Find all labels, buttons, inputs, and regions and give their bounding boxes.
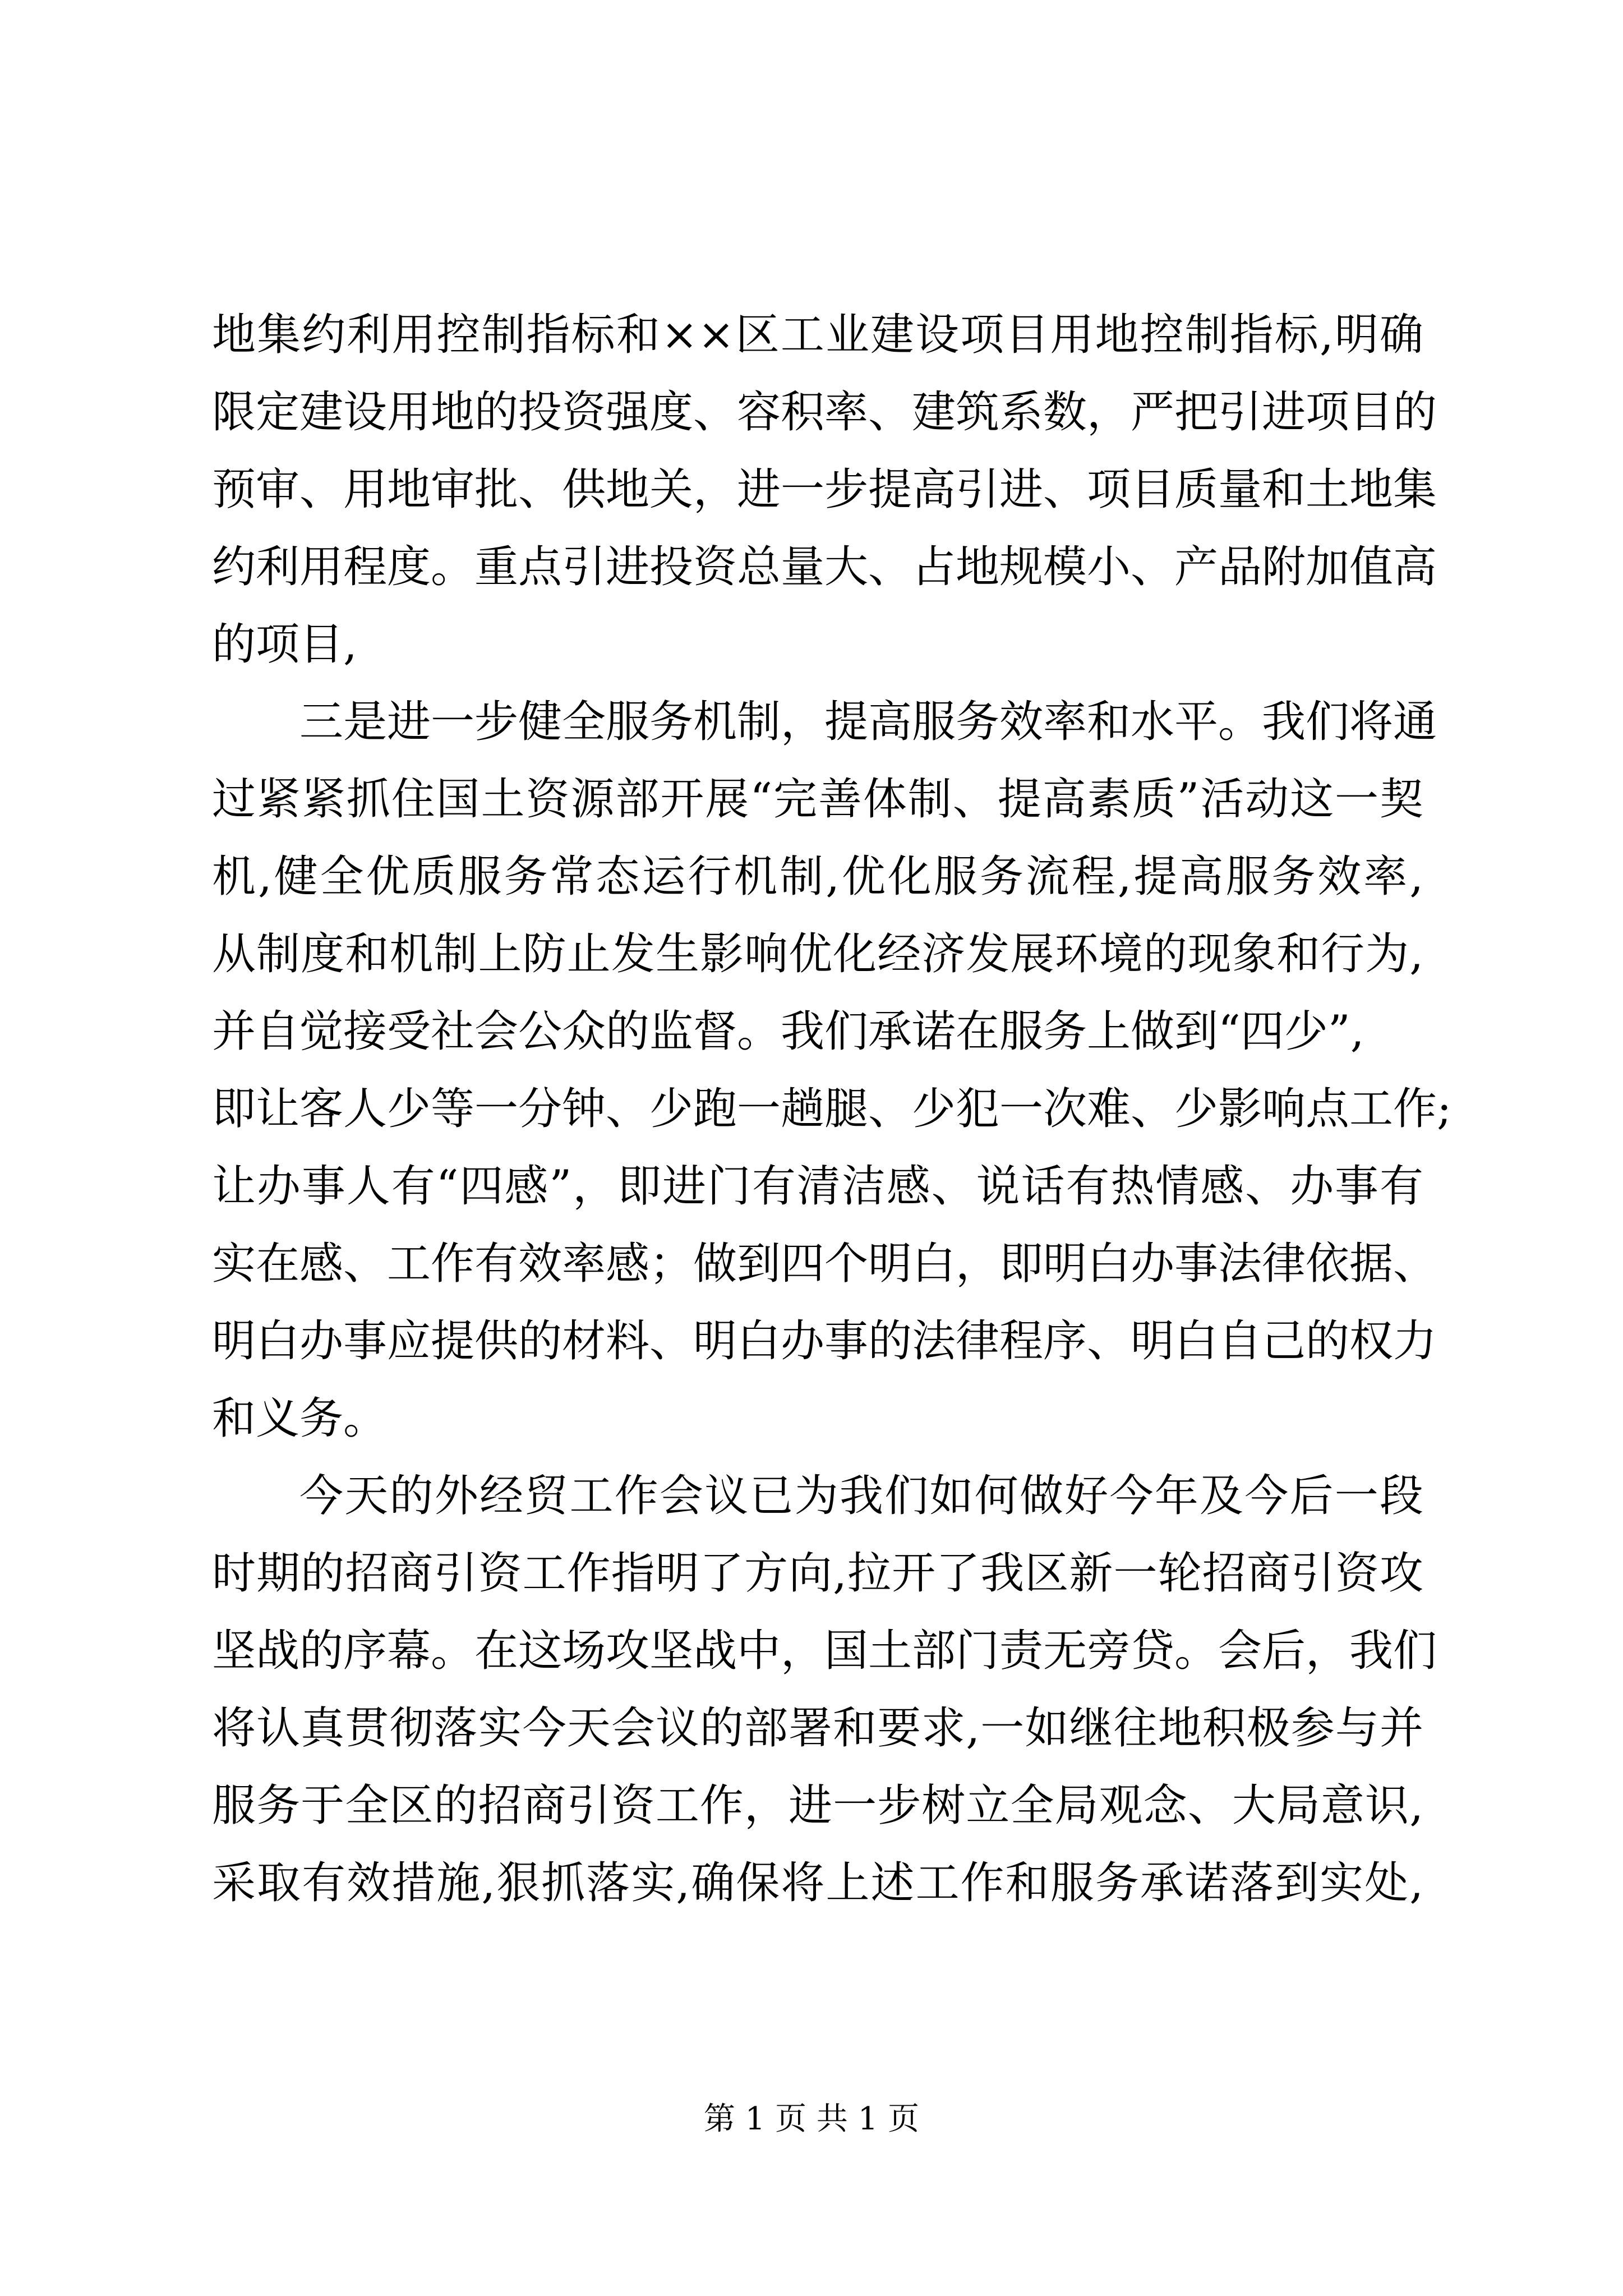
text-line: 服务于全区的招商引资工作，进一步树立全局观念、大局意识, bbox=[212, 1780, 1423, 1831]
text-line: 时期的招商引资工作指明了方向,拉开了我区新一轮招商引资攻 bbox=[212, 1548, 1423, 1599]
paragraph-2 bbox=[212, 683, 1452, 1457]
text-line: 实在感、工作有效率感；做到四个明白，即明白办事法律依据、 bbox=[212, 1239, 1437, 1289]
paragraph-3 bbox=[212, 1457, 1437, 1922]
text-line: 三是进一步健全服务机制，提高服务效率和水平。我们将通 bbox=[299, 697, 1437, 747]
text-line: 地集约利用控制指标和××区工业建设项目用地控制指标,明确 bbox=[212, 310, 1423, 360]
page-number-label: 第 1 页 共 1 页 bbox=[703, 2101, 920, 2137]
text-line: 约利用程度。重点引进投资总量大、占地规模小、产品附加值高 bbox=[212, 542, 1437, 592]
text-line: 今天的外经贸工作会议已为我们如何做好今年及今后一段 bbox=[299, 1471, 1423, 1521]
text-line: 的项目, bbox=[212, 619, 357, 670]
text-line: 明白办事应提供的材料、明白办事的法律程序、明白自己的权力 bbox=[212, 1316, 1437, 1366]
text-line: 过紧紧抓住国土资源部开展“完善体制、提高素质”活动这一契 bbox=[212, 774, 1423, 825]
text-line: 即让客人少等一分钟、少跑一趟腿、少犯一次难、少影响点工作; bbox=[212, 1084, 1452, 1134]
text-line: 机,健全优质服务常态运行机制,优化服务流程,提高服务效率, bbox=[212, 852, 1423, 902]
text-line: 预审、用地审批、供地关，进一步提高引进、项目质量和土地集 bbox=[212, 464, 1437, 515]
text-line: 并自觉接受社会公众的监督。我们承诺在服务上做到“四少”, bbox=[212, 1006, 1364, 1057]
text-line: 和义务。 bbox=[212, 1393, 388, 1444]
paragraph-1 bbox=[212, 296, 1437, 683]
text-line: 限定建设用地的投资强度、容积率、建筑系数，严把引进项目的 bbox=[212, 387, 1437, 438]
page-footer bbox=[0, 2097, 1623, 2142]
text-line: 采取有效措施,狠抓落实,确保将上述工作和服务承诺落到实处, bbox=[212, 1858, 1423, 1908]
text-line: 将认真贯彻落实今天会议的部署和要求,一如继往地积极参与并 bbox=[212, 1703, 1423, 1754]
document-body bbox=[212, 296, 1452, 1922]
text-line: 让办事人有“四感”，即进门有清洁感、说话有热情感、办事有 bbox=[212, 1161, 1423, 1212]
text-line: 坚战的序幕。在这场攻坚战中，国土部门责无旁贷。会后，我们 bbox=[212, 1626, 1437, 1676]
text-line: 从制度和机制上防止发生影响优化经济发展环境的现象和行为, bbox=[212, 929, 1423, 979]
